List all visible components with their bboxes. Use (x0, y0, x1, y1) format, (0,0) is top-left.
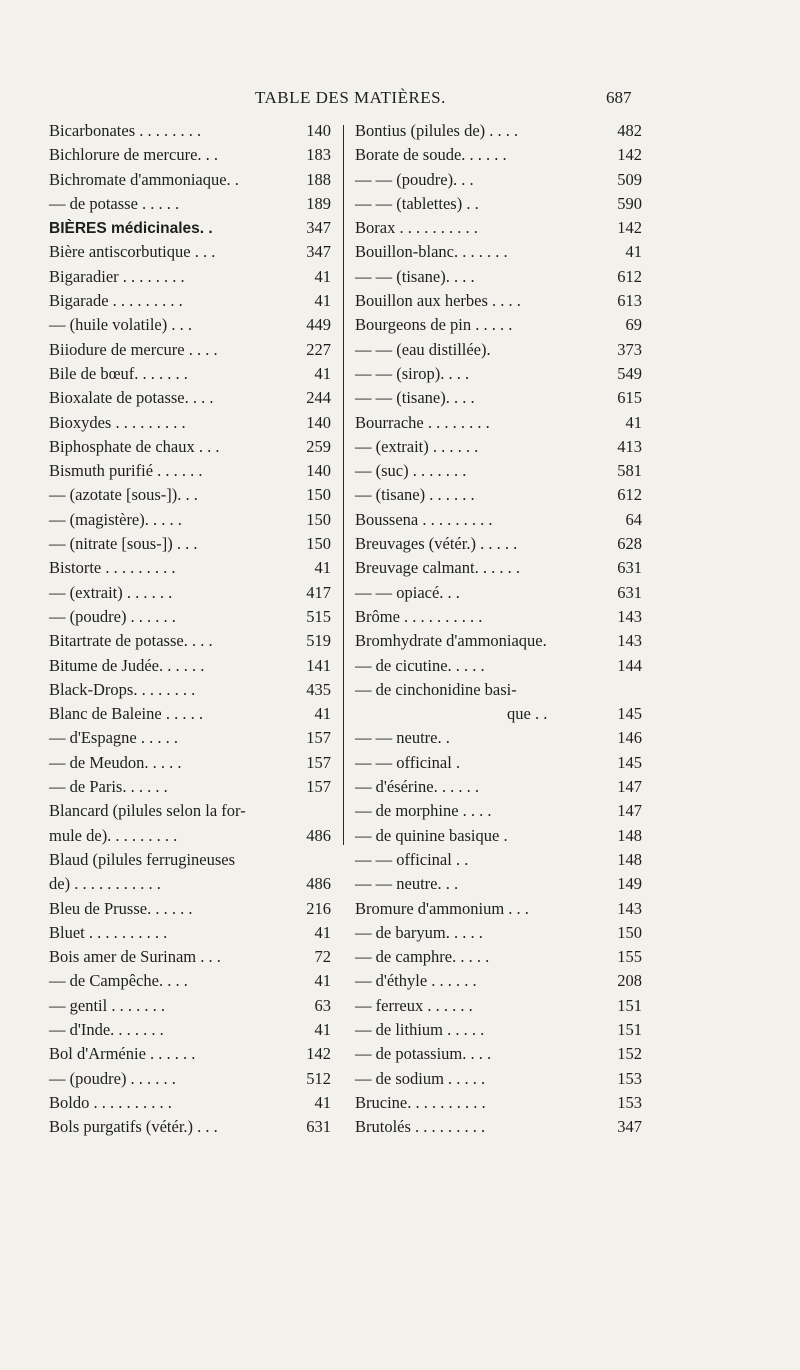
entry-page-number: 612 (617, 266, 642, 286)
entry-page-number: 482 (617, 121, 642, 140)
index-entry (49, 386, 331, 410)
entry-page-number: 41 (314, 922, 331, 942)
entry-page-number: 41 (314, 266, 331, 286)
index-entry (355, 362, 642, 386)
entry-page-number: 142 (306, 1044, 331, 1064)
index-entry (49, 775, 331, 799)
entry-term: Brucine. . . . . . . . . . (355, 1092, 486, 1112)
entry-term: Bluet . . . . . . . . . . (49, 922, 168, 942)
index-entry (49, 872, 331, 896)
entry-term: de) . . . . . . . . . . . (49, 874, 161, 894)
entry-page-number: 515 (306, 606, 331, 626)
entry-page-number: 140 (306, 412, 331, 432)
entry-term: Bile de bœuf. . . . . . . (49, 363, 188, 383)
index-entry (355, 119, 642, 143)
entry-term: — de sodium . . . . . (355, 1068, 486, 1088)
index-entry (355, 872, 642, 896)
entry-page-number: 435 (306, 679, 331, 699)
entry-term: Boussena . . . . . . . . . (355, 509, 493, 529)
entry-page-number: 41 (314, 1092, 331, 1112)
entry-page-number: 157 (306, 777, 331, 797)
entry-term: — — (sirop). . . . (355, 363, 470, 383)
entry-page-number: 631 (306, 1117, 331, 1137)
index-entry (355, 605, 642, 629)
entry-page-number: 347 (306, 218, 331, 238)
index-entry (355, 775, 642, 799)
entry-page-number: 41 (314, 704, 331, 724)
column-divider (343, 125, 344, 845)
index-entry (49, 605, 331, 629)
index-entry (355, 556, 642, 580)
entry-page-number: 188 (306, 169, 331, 189)
entry-page-number: 615 (617, 388, 642, 408)
index-entry (49, 897, 331, 921)
entry-page-number: 613 (617, 291, 642, 311)
index-entry (355, 313, 642, 337)
entry-page-number: 417 (306, 582, 331, 602)
entry-page-number: 208 (617, 971, 642, 991)
index-entry (355, 848, 642, 872)
entry-page-number: 590 (617, 193, 642, 213)
index-entry (355, 411, 642, 435)
entry-term: Bromhydrate d'ammoniaque. (355, 631, 547, 651)
index-entry (355, 289, 642, 313)
entry-page-number: 147 (617, 777, 642, 797)
index-entry (49, 799, 331, 823)
index-entry (49, 216, 331, 240)
entry-term: — ferreux . . . . . . (355, 995, 473, 1015)
index-entry (355, 945, 642, 969)
entry-page-number: 486 (306, 874, 331, 894)
index-entry (355, 702, 642, 726)
index-entry (355, 751, 642, 775)
entry-term: Boldo . . . . . . . . . . (49, 1092, 172, 1112)
index-entry (355, 1091, 642, 1115)
entry-page-number: 41 (314, 291, 331, 311)
entry-term: Bouillon aux herbes . . . . (355, 291, 521, 311)
entry-term: — — (tablettes) . . (355, 193, 479, 213)
entry-term: Brutolés . . . . . . . . . (355, 1117, 486, 1137)
index-entry (355, 897, 642, 921)
entry-page-number: 581 (617, 461, 642, 481)
index-entry (49, 1115, 331, 1139)
entry-page-number: 549 (617, 363, 642, 383)
entry-term: — — officinal . . (355, 849, 469, 869)
index-entry (355, 1115, 642, 1139)
entry-page-number: 148 (617, 849, 642, 869)
entry-term: — de cicutine. . . . . (355, 655, 485, 675)
entry-term: Bichlorure de mercure. . . (49, 145, 219, 165)
index-entry (49, 483, 331, 507)
page-number: 687 (606, 88, 632, 107)
index-column-left (49, 119, 331, 1139)
entry-page-number: 347 (306, 242, 331, 262)
entry-term: Bouillon-blanc. . . . . . . (355, 242, 508, 262)
entry-page-number: 144 (617, 655, 642, 675)
entry-page-number: 148 (617, 825, 642, 845)
index-entry (355, 508, 642, 532)
index-entry (49, 168, 331, 192)
entry-term: — (extrait) . . . . . . (355, 436, 479, 456)
entry-term: Bourrache . . . . . . . . (355, 412, 490, 432)
index-entry (355, 265, 642, 289)
entry-page-number: 143 (617, 898, 642, 918)
entry-term: — de Meudon. . . . . (49, 752, 182, 772)
entry-term: Bière antiscorbutique . . . (49, 242, 216, 262)
entry-term: Bleu de Prusse. . . . . . (49, 898, 193, 918)
entry-page-number: 146 (617, 728, 642, 748)
entry-term: Bontius (pilules de) . . . . (355, 121, 519, 140)
entry-page-number: 347 (617, 1117, 642, 1137)
index-entry (355, 338, 642, 362)
entry-term: — — officinal . (355, 752, 461, 772)
entry-page-number: 519 (306, 631, 331, 651)
entry-page-number: 631 (617, 582, 642, 602)
index-entry (49, 508, 331, 532)
entry-page-number: 150 (306, 509, 331, 529)
entry-term: — d'Espagne . . . . . (49, 728, 178, 748)
entry-term: Borate de soude. . . . . . (355, 145, 507, 165)
entry-term: — — (poudre). . . (355, 169, 474, 189)
index-entry (49, 1067, 331, 1091)
index-entry (355, 1042, 642, 1066)
index-entry (49, 459, 331, 483)
entry-page-number: 509 (617, 169, 642, 189)
index-entry (355, 799, 642, 823)
entry-term: Biiodure de mercure . . . . (49, 339, 218, 359)
entry-term: Breuvages (vétér.) . . . . . (355, 534, 518, 554)
entry-page-number: 41 (314, 363, 331, 383)
entry-term: — (suc) . . . . . . . (355, 461, 467, 481)
entry-page-number: 373 (617, 339, 642, 359)
index-column-right (355, 119, 642, 1139)
page-title: TABLE DES MATIÈRES. (255, 88, 446, 107)
entry-page-number: 41 (314, 558, 331, 578)
index-entry (49, 240, 331, 264)
index-entry (355, 483, 642, 507)
entry-page-number: 143 (617, 631, 642, 651)
index-entry (355, 1018, 642, 1042)
index-entry (49, 994, 331, 1018)
index-entry (355, 192, 642, 216)
index-entry (355, 216, 642, 240)
entry-page-number: 145 (617, 704, 642, 724)
entry-term: — d'Inde. . . . . . . (49, 1019, 164, 1039)
entry-page-number: 41 (625, 242, 642, 262)
entry-page-number: 612 (617, 485, 642, 505)
entry-term: Bicarbonates . . . . . . . . (49, 121, 202, 140)
entry-page-number: 150 (617, 922, 642, 942)
entry-page-number: 41 (625, 412, 642, 432)
entry-page-number: 151 (617, 995, 642, 1015)
index-entry (49, 581, 331, 605)
entry-page-number: 72 (314, 947, 331, 967)
entry-term: Bols purgatifs (vétér.) . . . (49, 1117, 218, 1137)
entry-term: — (poudre) . . . . . . (49, 606, 176, 626)
entry-page-number: 183 (306, 145, 331, 165)
entry-term: Bromure d'ammonium . . . (355, 898, 529, 918)
index-entry (355, 1067, 642, 1091)
entry-term: — — (tisane). . . . (355, 388, 475, 408)
entry-term: — (magistère). . . . . (49, 509, 182, 529)
entry-term: Bitume de Judée. . . . . . (49, 655, 205, 675)
index-entry (49, 726, 331, 750)
entry-term: Bois amer de Surinam . . . (49, 947, 221, 967)
entry-page-number: 151 (617, 1019, 642, 1039)
index-entry (355, 678, 642, 702)
entry-term: Bigaradier . . . . . . . . (49, 266, 185, 286)
entry-page-number: 41 (314, 971, 331, 991)
entry-term: — de cinchonidine basi- (355, 679, 517, 699)
entry-term: Blancard (pilules selon la for- (49, 801, 246, 821)
entry-term: — — opiacé. . . (355, 582, 460, 602)
entry-page-number: 140 (306, 121, 331, 140)
index-entry (49, 338, 331, 362)
entry-term: — (extrait) . . . . . . (49, 582, 173, 602)
entry-page-number: 512 (306, 1068, 331, 1088)
entry-page-number: 153 (617, 1068, 642, 1088)
index-entry (355, 532, 642, 556)
entry-page-number: 145 (617, 752, 642, 772)
index-entry (49, 969, 331, 993)
index-entry (355, 386, 642, 410)
entry-page-number: 150 (306, 485, 331, 505)
entry-term: Brôme . . . . . . . . . . (355, 606, 483, 626)
entry-page-number: 449 (306, 315, 331, 335)
entry-term: Black-Drops. . . . . . . . (49, 679, 196, 699)
entry-page-number: 157 (306, 752, 331, 772)
entry-page-number: 631 (617, 558, 642, 578)
entry-page-number: 189 (306, 193, 331, 213)
entry-term: Bistorte . . . . . . . . . (49, 558, 176, 578)
index-entry (49, 1042, 331, 1066)
index-entry (355, 435, 642, 459)
entry-term: Blaud (pilules ferrugineuses (49, 849, 236, 869)
index-entry (49, 1018, 331, 1042)
entry-term: — de baryum. . . . . (355, 922, 483, 942)
index-entry (49, 751, 331, 775)
entry-term: mule de). . . . . . . . . (49, 825, 178, 845)
entry-page-number: 628 (617, 534, 642, 554)
index-entry (355, 459, 642, 483)
index-entry (49, 265, 331, 289)
entry-term: BIÈRES médicinales. . (49, 220, 213, 238)
entry-term: — (tisane) . . . . . . (355, 485, 475, 505)
index-entry (49, 192, 331, 216)
entry-term: Bioxalate de potasse. . . . (49, 388, 214, 408)
index-entry (355, 240, 642, 264)
entry-term: — de quinine basique . (355, 825, 508, 845)
index-entry (49, 143, 331, 167)
index-entry (49, 678, 331, 702)
entry-page-number: 244 (306, 388, 331, 408)
entry-page-number: 143 (617, 606, 642, 626)
entry-term: — (nitrate [sous-]) . . . (49, 534, 198, 554)
entry-term: Borax . . . . . . . . . . (355, 218, 478, 238)
entry-term: que . . (507, 704, 548, 724)
entry-page-number: 142 (617, 145, 642, 165)
entry-page-number: 142 (617, 218, 642, 238)
index-entry (49, 848, 331, 872)
entry-term: — (huile volatile) . . . (49, 315, 192, 335)
entry-term: — d'éthyle . . . . . . (355, 971, 477, 991)
index-entry (49, 945, 331, 969)
index-entry (355, 824, 642, 848)
entry-term: Biphosphate de chaux . . . (49, 436, 220, 456)
index-entry (49, 119, 331, 143)
index-entry (49, 556, 331, 580)
entry-page-number: 41 (314, 1019, 331, 1039)
index-entry (355, 969, 642, 993)
entry-page-number: 155 (617, 947, 642, 967)
entry-term: Breuvage calmant. . . . . . (355, 558, 520, 578)
entry-page-number: 152 (617, 1044, 642, 1064)
index-entry (49, 435, 331, 459)
index-entry (49, 629, 331, 653)
entry-term: Bioxydes . . . . . . . . . (49, 412, 186, 432)
index-entry (355, 168, 642, 192)
entry-page-number: 486 (306, 825, 331, 845)
index-entry (49, 702, 331, 726)
entry-term: — de morphine . . . . (355, 801, 492, 821)
index-entry (49, 411, 331, 435)
index-entry (49, 313, 331, 337)
page-header (0, 88, 800, 112)
index-entry (355, 921, 642, 945)
entry-term: — de potasse . . . . . (49, 193, 180, 213)
entry-term: Bigarade . . . . . . . . . (49, 291, 183, 311)
entry-term: — de Paris. . . . . . (49, 777, 168, 797)
entry-term: — — (eau distillée). (355, 339, 491, 359)
entry-page-number: 153 (617, 1092, 642, 1112)
index-entry (355, 143, 642, 167)
entry-term: Bol d'Arménie . . . . . . (49, 1044, 196, 1064)
index-entry (355, 581, 642, 605)
index-entry (49, 289, 331, 313)
entry-page-number: 149 (617, 874, 642, 894)
index-entry (49, 921, 331, 945)
entry-page-number: 259 (306, 436, 331, 456)
entry-page-number: 63 (314, 995, 331, 1015)
entry-term: Blanc de Baleine . . . . . (49, 704, 203, 724)
entry-term: — de lithium . . . . . (355, 1019, 485, 1039)
index-entry (355, 629, 642, 653)
entry-page-number: 141 (306, 655, 331, 675)
entry-term: — (azotate [sous-]). . . (49, 485, 198, 505)
entry-page-number: 140 (306, 461, 331, 481)
index-entry (49, 654, 331, 678)
index-entry (355, 726, 642, 750)
entry-term: — — neutre. . . (355, 874, 459, 894)
entry-page-number: 157 (306, 728, 331, 748)
index-entry (355, 654, 642, 678)
entry-page-number: 150 (306, 534, 331, 554)
entry-page-number: 64 (625, 509, 642, 529)
entry-page-number: 69 (625, 315, 642, 335)
index-entry (49, 532, 331, 556)
entry-page-number: 216 (306, 898, 331, 918)
entry-term: — (poudre) . . . . . . (49, 1068, 176, 1088)
index-entry (355, 994, 642, 1018)
index-entry (49, 824, 331, 848)
entry-term: — de camphre. . . . . (355, 947, 490, 967)
index-entry (49, 1091, 331, 1115)
entry-term: Bitartrate de potasse. . . . (49, 631, 213, 651)
entry-term: Bismuth purifié . . . . . . (49, 461, 203, 481)
entry-term: Bourgeons de pin . . . . . (355, 315, 513, 335)
entry-term: — d'ésérine. . . . . . (355, 777, 479, 797)
entry-page-number: 413 (617, 436, 642, 456)
entry-term: — de Campêche. . . . (49, 971, 188, 991)
entry-term: — — (tisane). . . . (355, 266, 475, 286)
entry-term: — gentil . . . . . . . (49, 995, 165, 1015)
entry-term: — de potassium. . . . (355, 1044, 492, 1064)
entry-term: — — neutre. . (355, 728, 450, 748)
entry-page-number: 147 (617, 801, 642, 821)
index-entry (49, 362, 331, 386)
entry-page-number: 227 (306, 339, 331, 359)
entry-term: Bichromate d'ammoniaque. . (49, 169, 239, 189)
